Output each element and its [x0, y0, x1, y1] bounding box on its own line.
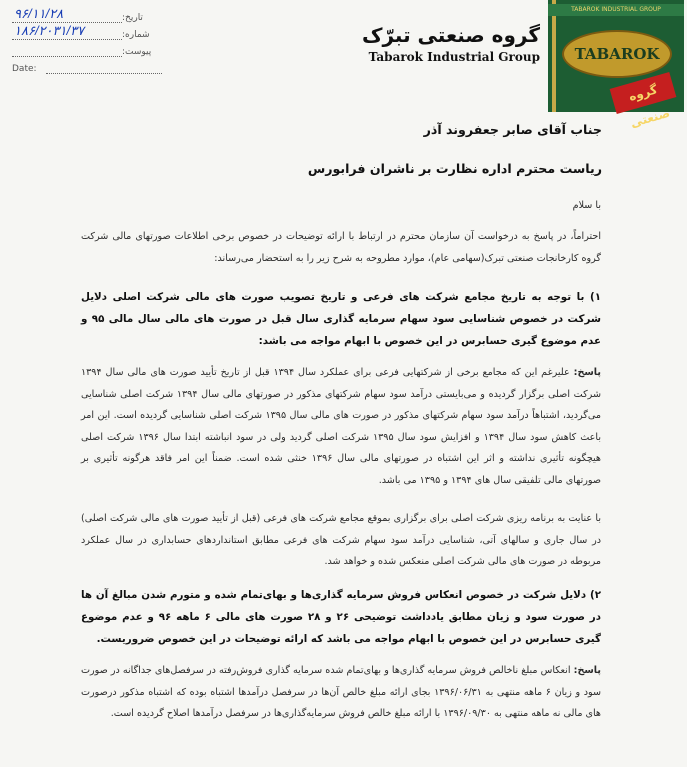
- addressee-title: ریاست محترم اداره نظارت بر ناشران فرابورس: [307, 161, 602, 176]
- answer-1-continued: با عنایت به برنامه ریزی شرکت اصلی برای برگزاری بموقع مجامع شرکت های فرعی (قبل از تأیید صورت های مالی شرکت اصلی) در سال جاری و سالهای آتی، شناسایی درآمد سود سهام شرکت های فرعی مطابق استانداردهای حسابداری در سال عملکرد مربوطه در صورت های مالی شرکت اصلی منعکس شده و خواهد شد.: [81, 513, 601, 567]
- date-en-row: [12, 57, 162, 74]
- date-en-value: [46, 73, 162, 74]
- answer-1-text: علیرغم این که مجامع برخی از شرکتهایی فرعی برای عملکرد سال ۱۳۹۴ قبل از تاریخ تأیید صورت های مالی سال ۱۳۹۴ شرکت اصلی برگزار گردیده و می‌بایستی درآمد سود سهام شرکتهای مذکور در صورتهای مالی سال ۱۳۹۴ شرکت اصلی شناسایی می‌گردید، اشتباهاً درآمد سود سهام شرکتهای مذکور در صورت های مالی سال ۱۳۹۵ شرکت اصلی شناسایی گردیده است. این امر باعث کاهش سود سال ۱۳۹۴ و افزایش سود سال ۱۳۹۵ شرکت اصلی گردید ولی در سود انباشته ابتدا سال ۱۳۹۶ شرکت اصلی هیچگونه تأثیری نداشته و اثر این اشتباه در صورتهای مالی سال ۱۳۹۶ خنثی شده است. ضمناً این امر فاقد هرگونه تأثیری بر صورتهای مالی تلفیقی سال های ۱۳۹۴ و ۱۳۹۵ می باشد.: [81, 367, 601, 486]
- attachment-label: پیوست:: [122, 47, 152, 57]
- question-2: ۲) دلایل شرکت در خصوص انعکاس فروش سرمایه گذاری‌ها و بهای‌تمام شده و متورم شدن مبالغ آن ها در صورت سود و زیان مطابق یادداشت توضیحی ۲۶ و ۲۸ صورت های مالی ۶ ماهه ۹۶ و عدم موضوع گیری حسابرس در این خصوص با ابهام مواجه می باشد که ارائه توضیحات در این خصوص ضروریست.: [81, 589, 601, 645]
- number-label: شماره:: [122, 30, 150, 40]
- attachment-row: [12, 40, 162, 57]
- answer-2-text: انعکاس مبلغ ناخالص فروش سرمایه گذاری‌ها و بهای‌تمام شده سرمایه گذاری فروش‌رفته در سرفصل‌های جداگانه در صورت سود و زیان ۶ ماهه منتهی به ۱۳۹۶/۰۶/۳۱ بجای ارائه مبلغ خالص آن‌ها در سرفصل درآمدها اشتباه بوده که اشتباه مذکور درصورت های مالی نه ماهه منتهی به ۱۳۹۶/۰۹/۳۰ با ارائه مبلغ خالص فروش سرمایه‌گذاری‌ها در سرفصل درآمدها اصلاح گردیده است.: [81, 665, 602, 719]
- answer-2: [81, 660, 601, 725]
- company-logo: [548, 0, 684, 131]
- letter-meta: [12, 6, 162, 74]
- addressee: جناب آقای صابر جعفروند آذر: [423, 122, 602, 137]
- answer-1-label: پاسخ:: [573, 367, 601, 378]
- answer-2-label: پاسخ:: [573, 665, 601, 676]
- logo-pole: [552, 0, 556, 112]
- date-value: ۹۶/۱۱/۲۸: [12, 6, 122, 23]
- greeting: با سلام: [572, 200, 601, 211]
- date-row: [12, 6, 162, 23]
- company-name-en: Tabarok Industrial Group: [368, 50, 540, 64]
- logo-tag-text: گروه صنعتی: [610, 72, 677, 114]
- logo-oval-name: TABAROK: [562, 30, 672, 78]
- question-1: ۱) با توجه به تاریخ مجامع شرکت های فرعی و تاریخ تصویب صورت های مالی شرکت اصلی دلایل شرکت در خصوص شناسایی سود سهام سرمایه گذاری سال قبل در صورت های مالی سال مالی ۹۵ و عدم موضوع گیری حسابرس در این خصوص با ابهام مواجه می باشد:: [81, 291, 601, 347]
- number-row: [12, 23, 162, 40]
- logo-strip-text: TABAROK INDUSTRIAL GROUP: [548, 4, 684, 16]
- answer-1: [81, 362, 601, 491]
- date-label: تاریخ:: [122, 13, 143, 23]
- date-en-label: Date:: [12, 64, 37, 74]
- number-value: ۱۸۶/۲۰۳۱/۳۷: [12, 23, 122, 40]
- company-name-fa: گروه صنعتی تبرّک: [361, 23, 540, 47]
- attachment-value: [12, 56, 122, 57]
- intro-paragraph: احتراماً، در پاسخ به درخواست آن سازمان محترم در ارتباط با ارائه توضیحات در خصوص برخی اطلاعات صورتهای مالی شرکت گروه کارخانجات صنعتی تبرک(سهامی عام)، موارد مطروحه به شرح زیر را به استحضار می‌رساند:: [81, 231, 601, 264]
